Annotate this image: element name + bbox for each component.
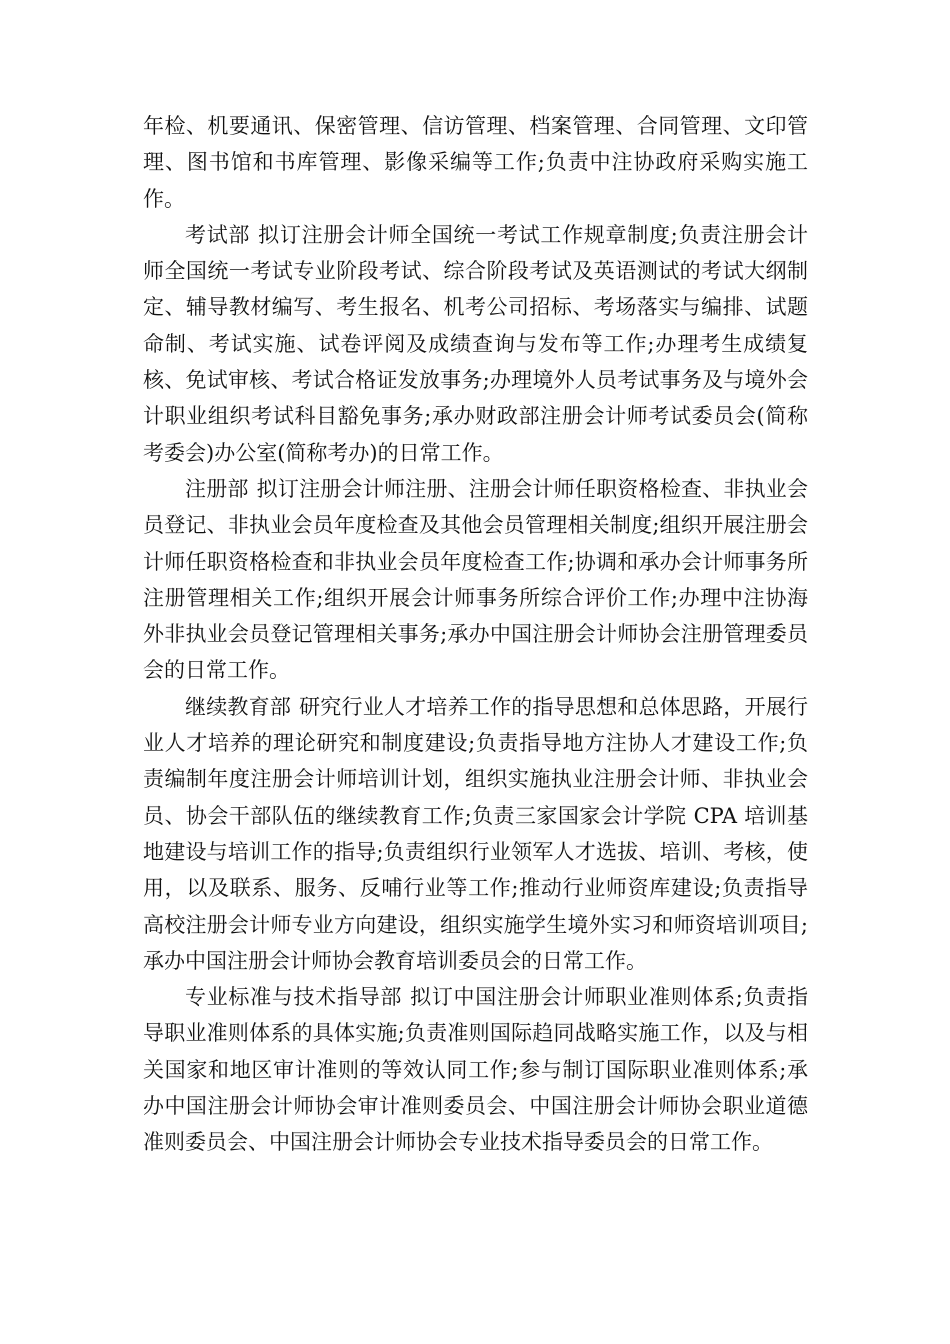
department-name: 继续教育部 bbox=[185, 694, 292, 719]
paragraph-text: 拟订注册会计师注册、注册会计师任职资格检查、非执业会员登记、非执业会员年度检查及其他会员管理相关制度;组织开展注册会计师任职资格检查和非执业会员年度检查工作;协调和承办会计师事务所注册管理相关工作;组织开展会计师事务所综合评价工作;办理中注协海外非执业会员登记管理相关事务;承办中国注册会计师协会注册管理委员会的日常工作。 bbox=[143, 476, 809, 683]
paragraph-professional-standards-department bbox=[143, 979, 808, 1160]
paragraph-text: 拟订中国注册会计师职业准则体系;负责指导职业准则体系的具体实施;负责准则国际趋同战略实施工作，以及与相关国家和地区审计准则的等效认同工作;参与制订国际职业准则体系;承办中国注册会计师协会审计准则委员会、中国注册会计师协会职业道德准则委员会、中国注册会计师协会专业技术指导委员会的日常工作。 bbox=[143, 985, 809, 1155]
department-name: 注册部 bbox=[185, 476, 249, 501]
paragraph-continuing-education-department bbox=[143, 689, 808, 979]
paragraph-continuation bbox=[143, 108, 808, 217]
department-name: 考试部 bbox=[185, 222, 251, 247]
paragraph-text: 年检、机要通讯、保密管理、信访管理、档案管理、合同管理、文印管理、图书馆和书库管理、影像采编等工作;负责中注协政府采购实施工作。 bbox=[143, 114, 808, 211]
paragraph-registration-department bbox=[143, 471, 808, 689]
paragraph-text: 拟订注册会计师全国统一考试工作规章制度;负责注册会计师全国统一考试专业阶段考试、综合阶段考试及英语测试的考试大纲制定、辅导教材编写、考生报名、机考公司招标、考场落实与编排、试题命制、考试实施、试卷评阅及成绩查询与发布等工作;办理考生成绩复核、免试审核、考试合格证发放事务;办理境外人员考试事务及与境外会计职业组织考试科目豁免事务;承办财政部注册会计师考试委员会(简称考委会)办公室(简称考办)的日常工作。 bbox=[143, 222, 809, 465]
paragraph-text: 研究行业人才培养工作的指导思想和总体思路，开展行业人才培养的理论研究和制度建设;负责指导地方注协人才建设工作;负责编制年度注册会计师培训计划，组织实施执业注册会计师、非执业会员、协会干部队伍的继续教育工作;负责三家国家会计学院 CPA 培训基地建设与培训工作的指导;负责组织行业领军人才选拔、培训、考核，使用，以及联系、服务、反哺行业等工作;推动行业师资库建设;负责指导高校注册会计师专业方向建设，组织实施学生境外实习和师资培训项目;承办中国注册会计师协会教育培训委员会的日常工作。 bbox=[143, 694, 809, 973]
department-name: 专业标准与技术指导部 bbox=[185, 985, 403, 1010]
document-body bbox=[143, 108, 808, 1161]
paragraph-exam-department bbox=[143, 217, 808, 471]
